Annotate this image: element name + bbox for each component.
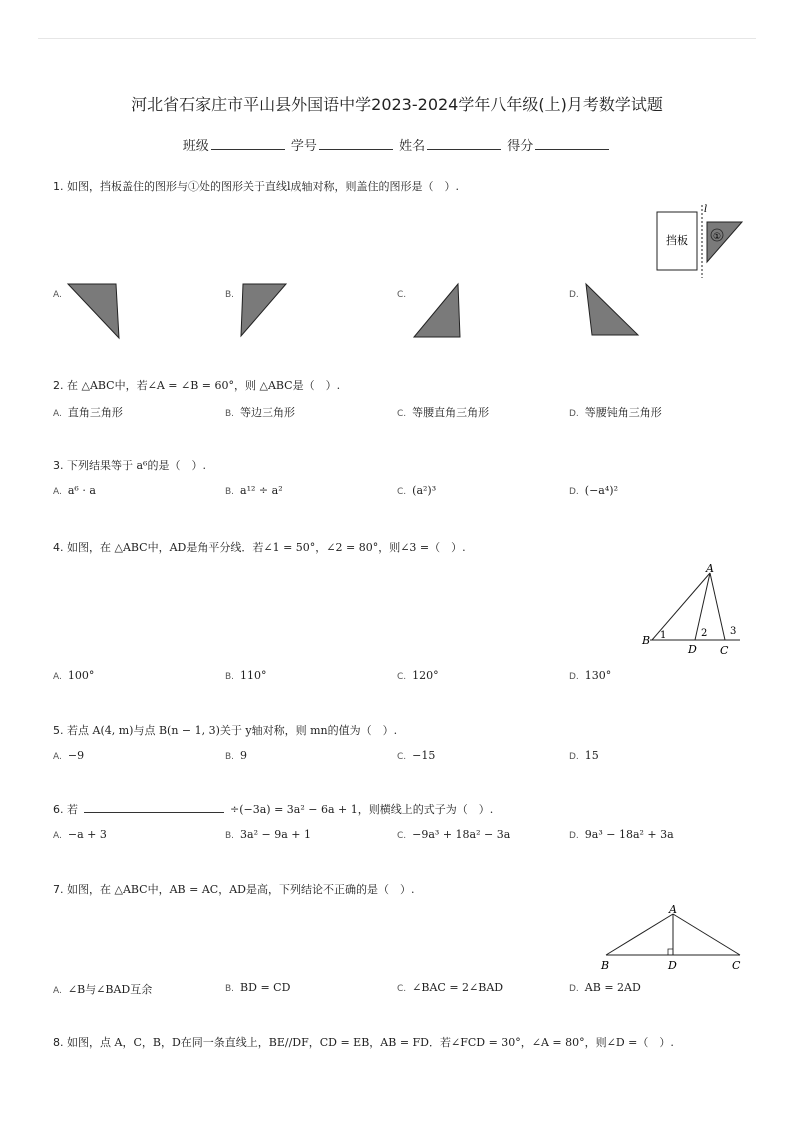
shape-1-label: ① xyxy=(712,232,722,242)
q5-option-a[interactable]: A. −9 xyxy=(53,749,85,762)
student-id-blank[interactable] xyxy=(319,138,393,150)
q3-option-d[interactable]: D. (−a⁴)² xyxy=(569,484,618,497)
q1-option-b[interactable]: B. xyxy=(225,290,235,300)
q6-answer-blank[interactable] xyxy=(84,801,224,813)
q3-option-c[interactable]: C. (a²)³ xyxy=(397,484,437,497)
q7-side-ab xyxy=(606,914,673,955)
name-field: 姓名 xyxy=(399,135,503,154)
student-id-field: 学号 xyxy=(291,135,395,154)
page-title: 河北省石家庄市平山县外国语中学2023-2024学年八年级(上)月考数学试题 xyxy=(131,95,663,114)
q7-label-a: A xyxy=(669,903,677,916)
q6-option-b[interactable]: B. 3a² − 9a + 1 xyxy=(225,828,311,841)
question-3: 3. 下列结果等于 a⁶的是（ ）. xyxy=(53,459,206,472)
q2-option-c[interactable]: C. 等腰直角三角形 xyxy=(397,406,490,419)
q4-option-c[interactable]: C. 120° xyxy=(397,669,439,682)
q4-option-a[interactable]: A. 100° xyxy=(53,669,95,682)
q1-option-c-shape[interactable] xyxy=(410,282,466,342)
q4-label-a: A xyxy=(706,562,714,575)
q1-option-d-shape[interactable] xyxy=(582,282,644,342)
q7-option-a[interactable]: A. ∠B与∠BAD互余 xyxy=(53,983,153,996)
q1-option-a[interactable]: A. xyxy=(53,290,62,300)
q4-side-ac xyxy=(710,573,725,640)
name-blank[interactable] xyxy=(427,138,501,150)
q5-option-b[interactable]: B. 9 xyxy=(225,749,248,762)
q1-b-triangle xyxy=(241,284,286,336)
q4-angle-2: 2 xyxy=(701,628,708,639)
question-7-figure xyxy=(598,902,748,974)
question-4: 4. 如图，在 △ABC中，AD是角平分线．若∠1 = 50°，∠2 = 80°，则∠3 =（ ）. xyxy=(53,541,466,554)
q6-option-a[interactable]: A. −a + 3 xyxy=(53,828,107,841)
q4-angle-1: 1 xyxy=(660,630,667,641)
question-5: 5. 若点 A(4, m)与点 B(n − 1, 3)关于 y轴对称，则 mn的值为（ ）. xyxy=(53,724,398,737)
q2-option-d[interactable]: D. 等腰钝角三角形 xyxy=(569,406,662,419)
question-2: 2. 在 △ABC中，若∠A = ∠B = 60°，则 △ABC是（ ）. xyxy=(53,379,341,392)
q1-option-c[interactable]: C. xyxy=(397,290,407,300)
q7-option-b[interactable]: B. BD = CD xyxy=(225,981,291,994)
shape-1-triangle xyxy=(707,222,742,262)
question-1: 1. 如图，挡板盖住的图形与①处的图形关于直线l成轴对称，则盖住的图形是（ ）. xyxy=(53,180,460,193)
q2-option-b[interactable]: B. 等边三角形 xyxy=(225,406,296,419)
question-1-figure xyxy=(650,200,750,280)
class-field: 班级 xyxy=(183,135,287,154)
q7-label-c: C xyxy=(732,959,741,972)
q7-label-d: D xyxy=(668,959,677,972)
question-4-figure xyxy=(640,560,750,660)
question-4-text: 如图，在 △ABC中，AD是角平分线．若∠1 = 50°，∠2 = 80°，则∠3 =（ ）. xyxy=(67,541,466,554)
q3-option-a[interactable]: A. a⁶ · a xyxy=(53,484,96,497)
q4-option-d[interactable]: D. 130° xyxy=(569,669,612,682)
q2-option-a[interactable]: A. 直角三角形 xyxy=(53,406,123,419)
score-field: 得分 xyxy=(507,135,611,154)
q4-label-d: D xyxy=(688,643,697,656)
q6-option-d[interactable]: D. 9a³ − 18a² + 3a xyxy=(569,828,674,841)
question-8: 8. 如图，点 A，C，B，D在同一条直线上，BE//DF，CD = EB，AB = FD．若∠FCD = 30°，∠A = 80°，则∠D =（ ）. xyxy=(53,1036,674,1049)
q1-c-triangle xyxy=(414,284,460,337)
question-6: 6. 若 ÷(−3a) = 3a² − 6a + 1，则横线上的式子为（ ）. xyxy=(53,803,494,816)
top-rule xyxy=(38,38,756,39)
q5-option-c[interactable]: C. −15 xyxy=(397,749,436,762)
question-3-text: 下列结果等于 a⁶的是（ ）. xyxy=(67,459,206,472)
question-7: 7. 如图，在 △ABC中，AB = AC，AD是高，下列结论不正确的是（ ）. xyxy=(53,883,415,896)
class-blank[interactable] xyxy=(211,138,285,150)
q7-right-angle-mark xyxy=(668,949,673,955)
q7-label-b: B xyxy=(601,959,610,972)
q1-option-a-shape[interactable] xyxy=(65,282,125,342)
question-8-text: 如图，点 A，C，B，D在同一条直线上，BE//DF，CD = EB，AB = FD．若∠FCD = 30°，∠A = 80°，则∠D =（ ）. xyxy=(67,1036,674,1049)
q1-a-triangle xyxy=(68,284,119,338)
q4-label-c: C xyxy=(720,644,729,657)
q4-option-b[interactable]: B. 110° xyxy=(225,669,267,682)
student-info-line xyxy=(0,135,794,154)
score-blank[interactable] xyxy=(535,138,609,150)
line-label: l xyxy=(704,204,708,215)
q7-option-c[interactable]: C. ∠BAC = 2∠BAD xyxy=(397,981,504,994)
board-label: 挡板 xyxy=(666,234,688,247)
q7-side-ac xyxy=(673,914,740,955)
question-2-text: 在 △ABC中，若∠A = ∠B = 60°，则 △ABC是（ ）. xyxy=(67,379,341,392)
q1-option-d[interactable]: D. xyxy=(569,290,579,300)
q1-option-b-shape[interactable] xyxy=(238,282,290,342)
question-1-text: 如图，挡板盖住的图形与①处的图形关于直线l成轴对称，则盖住的图形是（ ）. xyxy=(67,180,460,193)
q4-angle-3: 3 xyxy=(730,626,737,637)
q5-option-d[interactable]: D. 15 xyxy=(569,749,599,762)
q4-label-b: B xyxy=(642,634,651,647)
q1-d-triangle xyxy=(586,284,638,335)
question-5-text: 若点 A(4, m)与点 B(n − 1, 3)关于 y轴对称，则 mn的值为（ ）. xyxy=(67,724,398,737)
q3-option-b[interactable]: B. a¹² ÷ a² xyxy=(225,484,283,497)
q6-option-c[interactable]: C. −9a³ + 18a² − 3a xyxy=(397,828,511,841)
question-7-text: 如图，在 △ABC中，AB = AC，AD是高，下列结论不正确的是（ ）. xyxy=(67,883,415,896)
q7-option-d[interactable]: D. AB = 2AD xyxy=(569,981,641,994)
